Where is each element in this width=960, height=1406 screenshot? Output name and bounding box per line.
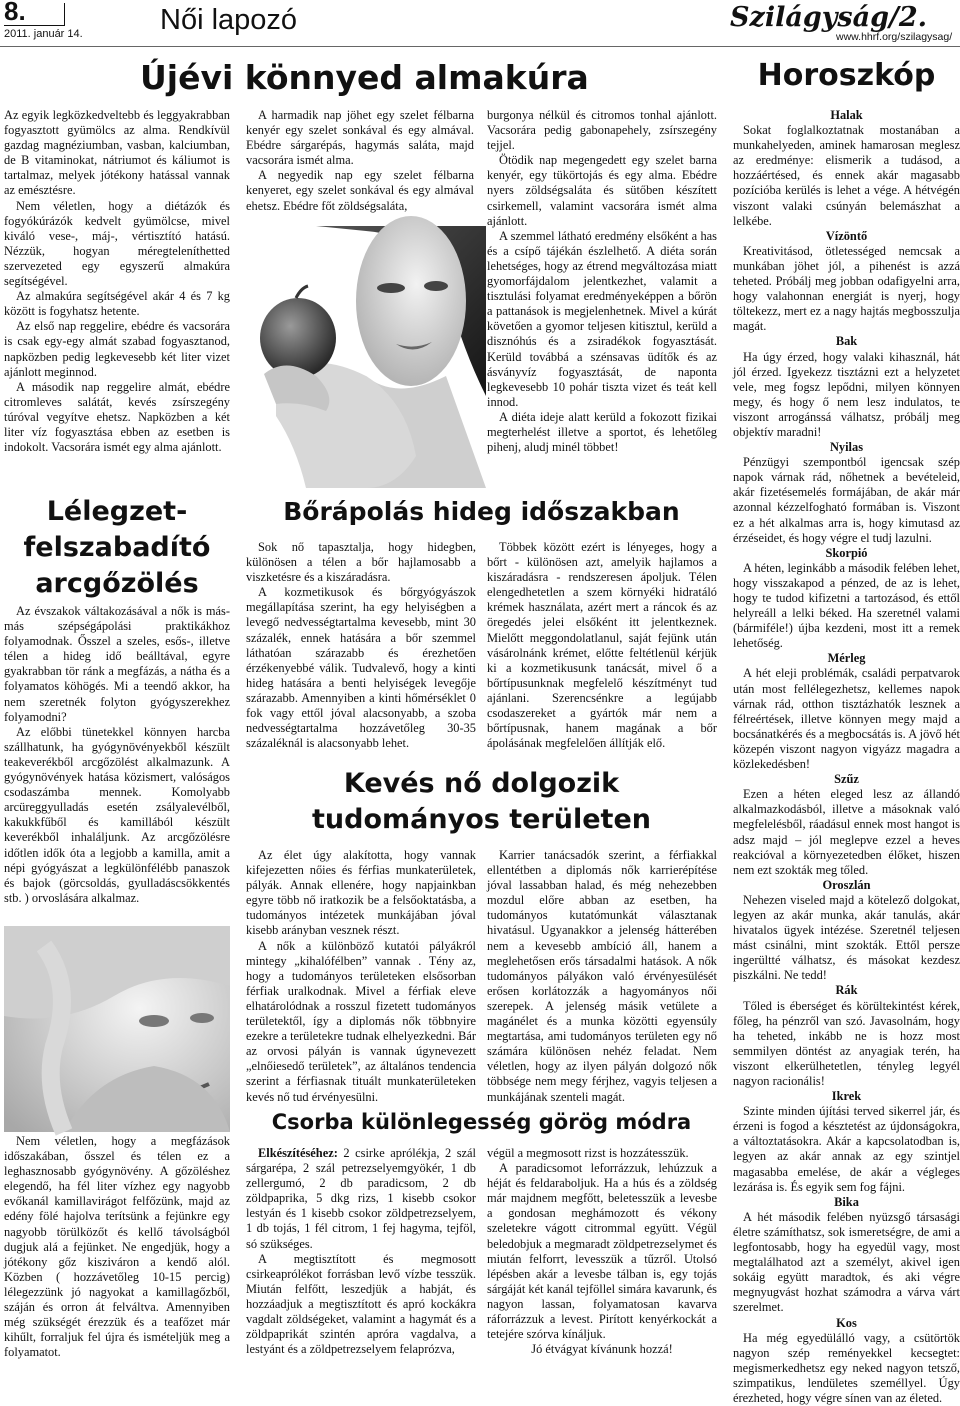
horoscope-sign-2: Bak	[835, 334, 858, 349]
horoscope-sign-1: Vízöntő	[825, 228, 868, 243]
recipe-col-b	[487, 1146, 717, 1370]
apple-para: Nem véletlen, hogy a diétázók és fogyókúrázók kedvelt gyümölcse, mivel kiváló vese-, máj-, vértisztító hatású. Nézzük, hogyan méregteleníthetted szervezeted egy egyszerű almakúra segítségével.	[4, 198, 230, 289]
horoscope-text-11: Ha még egyedülálló vagy, a csütörtök nagyon szép reményekkel kecsegtet: megismerkedhetsz egy neked nagyon tetsző, szimpatikus, lendületes személlyel. Úgy érezheted, hogy végre sínen van az életed.	[733, 1330, 960, 1405]
science-title-line: Kevés nő dolgozik	[343, 768, 620, 799]
skin-col-b	[487, 540, 717, 762]
horoscope-text-2: Ha úgy érzed, hogy valaki kihasznál, hát jól érzed. Igyekezz tisztázni ezt a helyzetet vele, meg fogsz lepődni, milyen könnyen megy, és hogy ő nem lesz indulatos, te viszont arrogánssá válhatsz, próbálj meg objektív maradni!	[733, 349, 960, 439]
science-col-b	[487, 848, 717, 1104]
issue-date: 2011. január 14.	[4, 28, 83, 40]
apple-para: A negyedik nap egy szelet félbarna kenyeret, egy szelet sonkával és egy almával ehetsz. Ebédre főt zöldségsaláta,	[246, 168, 474, 213]
horoscope-text-9: Szinte minden újítási terved sikerrel jár, és érzeni is fogod a késztetést az újdonságokra, a változtatásokra. Akár a kapcsolatodban is, legyen az akár annak az egy szintjel magasabba emelése, de akár a végleges lezárása is. És egyik sem fog fájni.	[733, 1104, 960, 1194]
face-photo	[4, 926, 230, 1132]
recipe-para: végül a megmosott rizst is hozzátesszük.	[487, 1146, 689, 1160]
horoscope-text-1: Kreativitásod, ötletességed nemcsak a munkában jöhet jól, a pihenést is azzá teheted. Próbálj meg jobban odafigyelni arra, hogy valahonnan energiát is nyerj, hogy töltekezz, mert ez a nagy hajtás megbosszulja magát.	[733, 243, 960, 334]
horoscope-column	[733, 108, 960, 1405]
apple-para: A harmadik nap jöhet egy szelet félbarna kenyér egy szelet sonkával és egy almával. Ebédre sárgarépás, hagymás saláta, majd vacsorára ismét alma.	[246, 108, 474, 168]
science-article-title	[246, 766, 717, 838]
horoscope-text-5: A hét eleji problémák, családi perpatvarok után most fellélegezhetsz, kellemes napok várnak rád, otthon tisztázhatók lesznek a félreértések, illetve könnyen megy majd a bocsánatkérés és a megbocsátás is. A jövő hét közepén viszont nagyon vigyázz magadra a közlekedésben!	[733, 666, 960, 772]
horoscope-sign-10: Bika	[834, 1194, 859, 1209]
horoscope-sign-4: Skorpió	[825, 545, 868, 560]
science-title-line: tudományos területen	[312, 804, 651, 835]
horoscope-text-8: Tőled is éberséget és körültekintést kérek, főleg, ha pénzről van szó. Javasolnám, hogy ha teheted, inkább ne is hozz most semmilyen döntést az anyagiak terén, ha viszont elkerülhetetlen, tényleg legyél nagyon racionális!	[733, 998, 960, 1088]
horoscope-text-10: A hét második felében nyüzsgő társasági életre számíthatsz, sok ismeretségre, de ami a legfontosabb, hogy ha egyedül vagy, most megtalálhatod azt a személyt, akivel igen sokáig együtt maradtok, és aki végre megnyugvást hozhat számodra a várva várt szerelmet.	[733, 1209, 960, 1315]
recipe-article-title: Csorba különlegesség görög módra	[271, 1110, 692, 1134]
science-para: A nők a különböző kutatói pályákról mintegy „kihalófélben” vannak . Tény az, hogy a tudományos területeken elsősorban férfiak uralkodnak. Mivel a férfiak eleve elhatárolódnak a rosszul fizetett tudományos területektől, így a diplomás nők többnyire ezekre a területekre tudnak elhelyezkedni. Bár az orvosi pályán is vannak úgynevezett „elnőiesedő területek”, az általános tendencia szerint a férfiasnak tituált munkaterületeken kevés nő tud érvényesülni.	[246, 938, 476, 1104]
steam-para: Az évszakok váltakozásával a nők is más-más szépségápolási praktikákhoz folyamodnak. Ősszel a szeles, esős-, illetve télen a hideg idő beálltával, egyre gyakrabban tör ránk a megfázás, a nátha és a folyamatos köhögés. Mi a teendő akkor, ha nem szeretnék folyton gyógyszerekhez folyamodni?	[4, 604, 230, 724]
apple-para: Az első nap reggelire, ebédre és vacsorára is csak egy-egy almát szabad fogyasztanod, napközben pedig legkevesebb két liter vizet ajánlott meginnod.	[4, 319, 230, 379]
horoscope-sign-11: Kos	[836, 1315, 857, 1330]
horoscope-text-4: A héten, leginkább a második felében lehet, hogy visszakapod a pénzed, de az is lehet, hogy te tudod kifizetni a tartozásod, és ettől helyreáll a lelki béked. Ha szeretnél valami (bármiféle!) újba kezdeni, most itt a remek lehetőség.	[733, 560, 960, 651]
horoscope-text-6: Ezen a héten eleged lesz az állandó alkalmazkodásból, illetve a másoknak való megfelelésből, ráadásul ennek most hangot is adsz majd – jól meglepve ezzel a heves reakcióval a környezetedben élőket, hiszen nem ezt szokták meg tőled.	[733, 787, 960, 877]
skin-para: Többek között ezért is lényeges, hogy a bőrt - különösen azt, amelyik hajlamos a kiszáradásra - rendszeresen ápoljuk. Télen elengedhetetlen a szem környéki hidratáló krémek használata, azért mert a ráncok és az öregedés jelei elsőként itt jelentkeznek. Mielőtt meggondolatlanul, saját fejünk után vásárolnánk krémet, előtte feltétlenül kérjük ki a kozmetikusunk tanácsát, mivel ő a bőrtípusunknak megfelelő készítményt tud ajánlani. Szerencsénkre a legújabb csodaszereket a gyártók már nem a bőrtípusnak, hanem magának a bőr ápolásának megfelelően állítják elő.	[487, 540, 717, 751]
recipe-para: A paradicsomot leforrázzuk, lehúzzuk a héját és feldaraboljuk. Ha a hús és a zöldség már majdnem megfőtt, beletesszük a levesbe a gondosan meghámozott és vékony szeletekre vágott citrommal együtt. Végül beledobjuk a megmaradt zöldpetrezselymet és miután felforrt, levesszük a tűzről. Utolsó lépésben akár a levesbe tálban is, egy tojás sárgáját két kanál tejföllel simára kavarunk, és nagyon lassan, folyamatosan kavarva ráforrázzuk a levest. Pirított kenyérkockát a tetejére szórva kínáljuk.	[487, 1161, 717, 1342]
science-para: Az élet úgy alakította, hogy vannak kifejezetten nőies és férfias munkaterületek, pályák. Annak ellenére, hogy napjainkban egyre több nő iratkozik be a felsőoktatásba, a tudományos intézetek munkájában jóval kisebb arányban vesznek részt.	[246, 848, 476, 938]
horoscope-text-3: Pénzügyi szempontból igencsak szép napok várnak rád, nőhetnek a bevételeid, akár fizetésemelés formájában, de akár már azonnal kézzelfogható formában is. Viszont ez a hét alkalmas arra is, hogy kimutasd az érzéseidet, és hogy végre el tudj lazulni.	[733, 455, 960, 545]
steam-para: Nem véletlen, hogy a megfázások időszakában, ősszel és télen ez a leghasznosabb gyógynövény. A gőzöléshez elegendő, ha fél liter vízhez egy nagyobb evőkanál kamillavirágot felfőzünk, majd az edény fölé hajolva terítsünk a fejünkre egy nagyobb törülközőt és kellő távolságból dugjuk alá a fejünket. Ne engedjük, hogy a jótékony gőz kisziváron a kendő alól. Közben ( hozzávetőleg 10-15 percig) lélegezzünk jó nagyokat a kamillagőzből, száján és orron át felváltva. Amennyiben még szükségét érezzük és a teafőzet már kihűlt, forraljuk fel újra és ismételjük meg a folyamatot.	[4, 1134, 230, 1360]
woman-with-apple-photo	[246, 226, 486, 488]
recipe-col-a	[246, 1146, 476, 1370]
recipe-prep-label: Elkészítéséhez:	[258, 1146, 338, 1160]
page-number: 8.	[4, 0, 26, 26]
apple-col-1	[4, 108, 230, 488]
site-url[interactable]: www.hhrf.org/szilagysag/	[836, 31, 953, 43]
apple-col-2	[246, 108, 474, 226]
horoscope-sign-3: Nyilas	[829, 440, 864, 455]
skin-article-title: Bőrápolás hideg időszakban	[283, 497, 680, 526]
recipe-ingredients	[246, 1146, 476, 1252]
apple-para: A szemmel látható eredmény elsőként a has és a csípő tájékán észlelhető. A diéta során lehetséges, hogy az étrend megváltozása miatt gyomorfájdalom jelentkezhet, valamit a tisztulási folyamat eredményeképpen a bőrön a pattanások is megjelenhetnek. Mivel a kúrát követően a gyomor teljesen kitisztul, kerüld a disznóhús és a zsiradékok fogyasztását. Kerüld továbbá a szénsavas üdítők és az ásványvíz fogyasztását, de naponta legkevesebb 10 pohár tiszta vizet és teát kell innod.	[487, 228, 717, 409]
steam-para: Az előbbi tünetekkel könnyen harcba szállhatunk, ha gyógynövényekből készült teakeverékből arcgőzölést alkalmazunk. A gyógynövények hatása közismert, valóságos csodaszámba mennek. Komolyabb arcüreggyulladás esetén zsályalevélből, kakukkfűből és kamillából készült keverékből inhaláljunk. Az arcgőzölésre időtlen idők óta a legjobb a kamilla, amit a népi gyógyászat a legkülönfélébb panaszok és bajok (görcsoldás, gyulladáscsökkentés stb. ) orvoslására alkalmaz.	[4, 724, 230, 905]
recipe-ingredients-text: 2 csirke aprólékja, 2 szál sárgarépa, 2 szál petrezselyemgyökér, 1 db zellergumó, 2 db paradicsom, 2 db zöldpaprika, 5 dkg rizs, 1 kisebb csokor lestyán és 1 kisebb csokor zöldpetrezselyem, 1 db tojás, 1 fél citrom, 1 fej hagyma, tejföl, só szükséges.	[246, 1146, 476, 1251]
skin-col-a	[246, 540, 476, 762]
horoscope-sign-5: Mérleg	[827, 651, 866, 666]
horoscope-sign-7: Oroszlán	[822, 877, 871, 892]
header-rule	[0, 46, 960, 47]
brand-logo: Szilágyság/2.	[730, 2, 928, 33]
recipe-para: A megtisztított és megmosott csirkeaprólékot forrásban levő vízbe tesszük. Miután felfőtt, leszedjük a habját, és hozzáadjuk a megtisztított és apró kockákra vagdalt zöldségeket, valamint a hagymát és a zöldpaprikát szintén apróra vagdalva, a lestyánt és a zöldpetrezselyem felaprózva,	[246, 1251, 476, 1357]
skin-para: A kozmetikusok és bőrgyógyászok megállapítása szerint, ha egy helyiségben a levegő nedvességtartalma kevesebb, mint 30 százalék, ennek hatására a bőr szemmel láthatóan szárazabb és érezhetően érzékenyebbé válik. Tudvalevő, hogy a kinti hideg hatására a benti helyiségek levegője szárazabb. Amennyiben a kinti hőmérséklet 0 fok vagy ettől jóval alacsonyabb, a szoba nedvességtartalma hozzávetőleg 30-35 százaléknál is alacsonyabb lehet.	[246, 585, 476, 751]
horoscope-sign-8: Rák	[835, 983, 858, 998]
apple-article-title: Újévi könnyed almakúra	[140, 58, 589, 97]
steam-col-top	[4, 604, 230, 924]
apple-col-3	[487, 108, 717, 488]
apple-para: Az egyik legközkedveltebb és leggyakrabban fogyasztott gyümölcs az alma. Rendkívül gazdag magnéziumban, vasban, kalciumban, de B vitaminokat, nátriumot és káliumot is tartalmaz, melyek jótékony hatással vannak az emésztésre.	[4, 108, 230, 198]
section-title: Női lapozó	[160, 4, 298, 36]
steam-title-line: Lélegzet-	[46, 496, 188, 527]
steam-title-line: arcgőzölés	[35, 568, 199, 599]
steam-article-title	[4, 494, 230, 602]
skin-para: Sok nő tapasztalja, hogy hidegben, különösen a télen a bőr hajlamosabb a viszketésre és a kiszáradásra.	[246, 540, 476, 585]
horoscope-title: Horoszkóp	[757, 58, 936, 93]
steam-title-line: felszabadító	[23, 532, 211, 563]
horoscope-sign-9: Ikrek	[831, 1089, 862, 1104]
steam-col-bottom	[4, 1134, 230, 1370]
science-col-a	[246, 848, 476, 1104]
apple-para: A második nap reggelire almát, ebédre citromleves salátát, kevés zsírszegény túróval vegyítve ehetsz. Napközben a két liter víz fogyasztása ebben az esetben is indokolt. Vacsorára ismét egy alma ajánlott.	[4, 379, 230, 455]
horoscope-sign-0: Halak	[830, 108, 863, 122]
recipe-closing: Jó étvágyat kívánunk hozzá!	[531, 1342, 673, 1357]
apple-para: Az almakúra segítségével akár 4 és 7 kg között is fogyhatsz hetente.	[4, 289, 230, 319]
horoscope-sign-6: Szűz	[834, 772, 859, 787]
science-para: Karrier tanácsadók szerint, a férfiakkal ellentétben a diplomás nők karrierépítése jóval lassabban halad, és még nehezebben mozdul előre abban az esetben, ha tudományos kutatómunkát választanak hivatásul. Ugyanakkor a jelenség hátterében nem a kevesebb ambíció áll, hanem a meglehetősen erős társadalmi hatások. A nők tudományos pályákon való érvényesülését erősen korlátozzák a hagyományos női szerepek. A jelenség másik vetülete a magánélet és a munka közötti egyensúly megtartása, ami tudományos területen egy nő számára különösen nehéz feladat. Nem véletlen, hogy az ilyen pályán dolgozó nők többsége nem megy férjhez, vagyis teljesen a munkájának szenteli magát.	[487, 848, 717, 1104]
horoscope-text-0: Sokat foglalkoztatnak mostanában a munkahelyeden, aminek hamarosan meglesz az eredménye: elismerik a tudásod, a hozzáértésed, és ennek akár magasabb pozícióba kerülés is lehet a vége. A hétvégén viszont valaki csúnyán belemászhat a lelkébe.	[733, 123, 960, 228]
page-number-box	[4, 3, 65, 26]
apple-para: A diéta ideje alatt kerüld a fokozott fizikai megterhelést illetve a sportot, és lehetőleg pihenj, aludj minél többet!	[487, 409, 717, 455]
apple-para: Ötödik nap megengedett egy szelet barna kenyér, egy tükörtojás és egy alma. Ebédre nyers zöldségsaláta és sütőben készített csirkemell, valamint vacsorára ismét alma ajánlott.	[487, 153, 717, 228]
apple-para: burgonya nélkül és citromos tonhal ajánlott. Vacsorára pedig gabonapehely, zsírszegény tejjel.	[487, 108, 717, 153]
horoscope-text-7: Nehezen viseled majd a kötelező dolgokat, legyen az akár munka, akár tanulás, akár hivatalos ügyek intézése. Szeretnél teljesen mást csinálni, mint szokták. Ettől persze ingerültté válhatsz, és másokat kezdesz piszkálni. Ne tedd!	[733, 892, 960, 983]
